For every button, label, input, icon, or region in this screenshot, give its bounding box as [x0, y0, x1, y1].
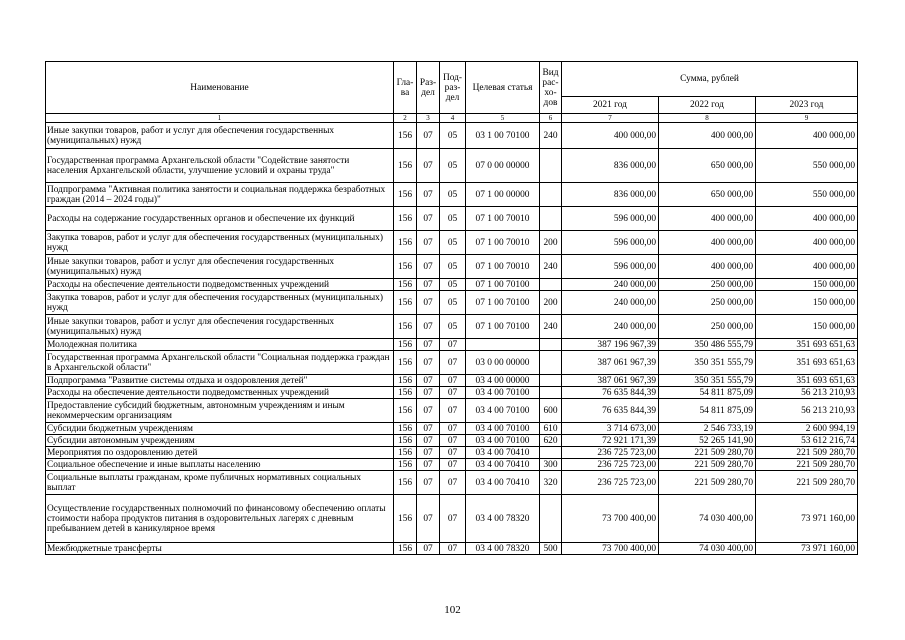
cell-subsection: 05	[440, 149, 466, 183]
cell-2023: 400 000,00	[756, 255, 858, 279]
cell-2021: 236 725 723,00	[562, 459, 659, 471]
cell-subsection: 05	[440, 123, 466, 149]
table-row	[46, 351, 858, 375]
table-row	[46, 231, 858, 255]
cell-2022: 650 000,00	[659, 149, 756, 183]
cell-chapter: 156	[394, 435, 417, 447]
cell-section: 07	[417, 207, 440, 231]
cell-expense-type	[540, 207, 562, 231]
cell-name: Социальное обеспечение и иные выплаты населению	[46, 459, 394, 471]
cell-name: Подпрограмма "Активная политика занятости и социальная поддержка безработных граждан (2014 – 2024 годы)"	[46, 183, 394, 207]
header-chapter: Гла-ва	[394, 62, 417, 114]
cell-2021: 76 635 844,39	[562, 387, 659, 399]
cell-chapter: 156	[394, 471, 417, 495]
cell-2022: 221 509 280,70	[659, 471, 756, 495]
cell-2021: 596 000,00	[562, 255, 659, 279]
cell-expense-type	[540, 387, 562, 399]
cell-section: 07	[417, 495, 440, 543]
cell-expense-type	[540, 495, 562, 543]
cell-2021: 73 700 400,00	[562, 495, 659, 543]
cell-section: 07	[417, 399, 440, 423]
cell-target: 03 1 00 70100	[466, 123, 540, 149]
cell-subsection: 05	[440, 255, 466, 279]
cell-target: 03 0 00 00000	[466, 351, 540, 375]
cell-2022: 54 811 875,09	[659, 399, 756, 423]
cell-2021: 76 635 844,39	[562, 399, 659, 423]
cell-chapter: 156	[394, 447, 417, 459]
cell-2022: 400 000,00	[659, 231, 756, 255]
cell-target: 07 0 00 00000	[466, 149, 540, 183]
table-row	[46, 387, 858, 399]
cell-chapter: 156	[394, 291, 417, 315]
table-row	[46, 255, 858, 279]
cell-expense-type: 610	[540, 423, 562, 435]
table-row	[46, 207, 858, 231]
cell-name: Расходы на обеспечение деятельности подведомственных учреждений	[46, 387, 394, 399]
cell-name: Закупка товаров, работ и услуг для обеспечения государственных (муниципальных) нужд	[46, 291, 394, 315]
cell-target: 03 4 00 78320	[466, 543, 540, 555]
cell-section: 07	[417, 149, 440, 183]
cell-chapter: 156	[394, 459, 417, 471]
cell-target: 03 4 00 70100	[466, 423, 540, 435]
cell-expense-type: 200	[540, 231, 562, 255]
cell-2023: 53 612 216,74	[756, 435, 858, 447]
cell-2023: 351 693 651,63	[756, 351, 858, 375]
cell-2023: 400 000,00	[756, 123, 858, 149]
column-number: 7	[562, 114, 659, 123]
cell-name: Закупка товаров, работ и услуг для обеспечения государственных (муниципальных) нужд	[46, 231, 394, 255]
budget-table	[45, 61, 858, 555]
cell-subsection: 07	[440, 471, 466, 495]
column-number: 1	[46, 114, 394, 123]
cell-2021: 236 725 723,00	[562, 471, 659, 495]
cell-2023: 550 000,00	[756, 183, 858, 207]
cell-expense-type	[540, 149, 562, 183]
header-subsection: Под-раз-дел	[440, 62, 466, 114]
cell-2022: 54 811 875,09	[659, 387, 756, 399]
cell-section: 07	[417, 255, 440, 279]
cell-2023: 221 509 280,70	[756, 459, 858, 471]
cell-2022: 250 000,00	[659, 279, 756, 291]
cell-section: 07	[417, 123, 440, 149]
cell-2023: 351 693 651,63	[756, 375, 858, 387]
cell-target: 07 1 00 70010	[466, 231, 540, 255]
table-row	[46, 471, 858, 495]
cell-target	[466, 339, 540, 351]
cell-2022: 250 000,00	[659, 315, 756, 339]
header-name: Наименование	[46, 62, 394, 114]
cell-subsection: 07	[440, 351, 466, 375]
table-row	[46, 279, 858, 291]
cell-expense-type: 240	[540, 255, 562, 279]
header-target: Целевая статья	[466, 62, 540, 114]
cell-section: 07	[417, 231, 440, 255]
table-row	[46, 459, 858, 471]
cell-name: Предоставление субсидий бюджетным, автономным учреждениям и иным некоммерческим организациям	[46, 399, 394, 423]
cell-2021: 387 196 967,39	[562, 339, 659, 351]
cell-chapter: 156	[394, 375, 417, 387]
cell-2022: 400 000,00	[659, 207, 756, 231]
cell-2023: 150 000,00	[756, 279, 858, 291]
cell-section: 07	[417, 279, 440, 291]
cell-2021: 236 725 723,00	[562, 447, 659, 459]
header-section: Раз-дел	[417, 62, 440, 114]
cell-name: Государственная программа Архангельской области "Социальная поддержка граждан в Архангельской области"	[46, 351, 394, 375]
table-row	[46, 315, 858, 339]
cell-2021: 3 714 673,00	[562, 423, 659, 435]
cell-expense-type: 620	[540, 435, 562, 447]
cell-name: Межбюджетные трансферты	[46, 543, 394, 555]
cell-name: Иные закупки товаров, работ и услуг для обеспечения государственных (муниципальных) нужд	[46, 315, 394, 339]
cell-target: 07 1 00 70100	[466, 291, 540, 315]
cell-chapter: 156	[394, 255, 417, 279]
cell-2021: 72 921 171,39	[562, 435, 659, 447]
cell-expense-type	[540, 279, 562, 291]
cell-chapter: 156	[394, 399, 417, 423]
cell-name: Мероприятия по оздоровлению детей	[46, 447, 394, 459]
cell-expense-type: 500	[540, 543, 562, 555]
cell-2022: 400 000,00	[659, 255, 756, 279]
cell-chapter: 156	[394, 495, 417, 543]
cell-2022: 350 486 555,79	[659, 339, 756, 351]
cell-section: 07	[417, 447, 440, 459]
cell-subsection: 07	[440, 447, 466, 459]
table-row	[46, 435, 858, 447]
cell-chapter: 156	[394, 543, 417, 555]
cell-2021: 73 700 400,00	[562, 543, 659, 555]
cell-subsection: 07	[440, 459, 466, 471]
cell-expense-type: 240	[540, 315, 562, 339]
cell-2023: 73 971 160,00	[756, 543, 858, 555]
cell-subsection: 07	[440, 375, 466, 387]
cell-2022: 250 000,00	[659, 291, 756, 315]
cell-2023: 56 213 210,93	[756, 399, 858, 423]
cell-2023: 221 509 280,70	[756, 447, 858, 459]
cell-expense-type: 200	[540, 291, 562, 315]
cell-2023: 73 971 160,00	[756, 495, 858, 543]
cell-2023: 550 000,00	[756, 149, 858, 183]
cell-section: 07	[417, 471, 440, 495]
cell-2022: 74 030 400,00	[659, 543, 756, 555]
cell-target: 07 1 00 00000	[466, 183, 540, 207]
cell-2023: 400 000,00	[756, 207, 858, 231]
cell-subsection: 05	[440, 315, 466, 339]
cell-target: 07 1 00 70010	[466, 207, 540, 231]
header-expense-type: Вид рас-хо-дов	[540, 62, 562, 114]
cell-subsection: 05	[440, 279, 466, 291]
cell-2021: 387 061 967,39	[562, 351, 659, 375]
cell-section: 07	[417, 351, 440, 375]
cell-subsection: 05	[440, 291, 466, 315]
cell-target: 03 4 00 70410	[466, 459, 540, 471]
cell-2021: 596 000,00	[562, 207, 659, 231]
cell-subsection: 07	[440, 435, 466, 447]
cell-2023: 400 000,00	[756, 231, 858, 255]
cell-chapter: 156	[394, 351, 417, 375]
cell-name: Расходы на содержание государственных органов и обеспечение их функций	[46, 207, 394, 231]
table-row	[46, 183, 858, 207]
cell-2021: 836 000,00	[562, 183, 659, 207]
cell-chapter: 156	[394, 207, 417, 231]
cell-2022: 221 509 280,70	[659, 459, 756, 471]
cell-2023: 56 213 210,93	[756, 387, 858, 399]
column-number-row	[46, 114, 858, 123]
cell-name: Иные закупки товаров, работ и услуг для обеспечения государственных (муниципальных) нужд	[46, 123, 394, 149]
cell-chapter: 156	[394, 123, 417, 149]
cell-subsection: 05	[440, 207, 466, 231]
cell-expense-type	[540, 447, 562, 459]
cell-section: 07	[417, 387, 440, 399]
cell-chapter: 156	[394, 231, 417, 255]
cell-2021: 240 000,00	[562, 315, 659, 339]
cell-target: 07 1 00 70100	[466, 315, 540, 339]
column-number: 9	[756, 114, 858, 123]
cell-2023: 351 693 651,63	[756, 339, 858, 351]
cell-chapter: 156	[394, 279, 417, 291]
cell-section: 07	[417, 459, 440, 471]
cell-expense-type: 600	[540, 399, 562, 423]
cell-expense-type: 240	[540, 123, 562, 149]
cell-target: 03 4 00 70410	[466, 447, 540, 459]
cell-subsection: 07	[440, 399, 466, 423]
column-number: 5	[466, 114, 540, 123]
table-row	[46, 291, 858, 315]
cell-subsection: 07	[440, 339, 466, 351]
cell-2022: 221 509 280,70	[659, 447, 756, 459]
cell-2023: 221 509 280,70	[756, 471, 858, 495]
table-row	[46, 339, 858, 351]
cell-target: 03 4 00 70410	[466, 471, 540, 495]
cell-2023: 2 600 994,19	[756, 423, 858, 435]
table-body	[46, 123, 858, 555]
cell-name: Подпрограмма "Развитие системы отдыха и оздоровления детей"	[46, 375, 394, 387]
cell-expense-type	[540, 375, 562, 387]
cell-2022: 74 030 400,00	[659, 495, 756, 543]
table-row	[46, 375, 858, 387]
table-row	[46, 543, 858, 555]
column-number: 3	[417, 114, 440, 123]
cell-expense-type	[540, 351, 562, 375]
cell-section: 07	[417, 435, 440, 447]
column-number: 2	[394, 114, 417, 123]
cell-section: 07	[417, 375, 440, 387]
cell-section: 07	[417, 291, 440, 315]
cell-name: Субсидии автономным учреждениям	[46, 435, 394, 447]
cell-2021: 400 000,00	[562, 123, 659, 149]
cell-chapter: 156	[394, 149, 417, 183]
cell-subsection: 05	[440, 231, 466, 255]
table-row	[46, 447, 858, 459]
cell-section: 07	[417, 543, 440, 555]
cell-name: Государственная программа Архангельской области "Содействие занятости населения Архангельской области, улучшение условий и охраны труда"	[46, 149, 394, 183]
cell-subsection: 07	[440, 495, 466, 543]
cell-target: 03 4 00 70100	[466, 399, 540, 423]
cell-section: 07	[417, 183, 440, 207]
cell-chapter: 156	[394, 423, 417, 435]
cell-subsection: 07	[440, 423, 466, 435]
cell-subsection: 07	[440, 387, 466, 399]
cell-subsection: 05	[440, 183, 466, 207]
cell-2021: 596 000,00	[562, 231, 659, 255]
table-row	[46, 123, 858, 149]
cell-section: 07	[417, 423, 440, 435]
cell-name: Расходы на обеспечение деятельности подведомственных учреждений	[46, 279, 394, 291]
page-number: 102	[444, 604, 461, 616]
cell-target: 03 4 00 70100	[466, 435, 540, 447]
header-year-2022: 2022 год	[659, 97, 756, 114]
column-number: 8	[659, 114, 756, 123]
table-row	[46, 399, 858, 423]
cell-chapter: 156	[394, 315, 417, 339]
table-row	[46, 149, 858, 183]
cell-2022: 350 351 555,79	[659, 375, 756, 387]
cell-name: Осуществление государственных полномочий по финансовому обеспечению оплаты стоимости набора продуктов питания в оздоровительных лагерях с дневным пребыванием детей в каникулярное время	[46, 495, 394, 543]
cell-chapter: 156	[394, 183, 417, 207]
cell-2023: 150 000,00	[756, 315, 858, 339]
cell-2022: 350 351 555,79	[659, 351, 756, 375]
cell-target: 03 4 00 70100	[466, 387, 540, 399]
cell-section: 07	[417, 339, 440, 351]
header-year-2023: 2023 год	[756, 97, 858, 114]
cell-name: Иные закупки товаров, работ и услуг для обеспечения государственных (муниципальных) нужд	[46, 255, 394, 279]
table-row	[46, 495, 858, 543]
cell-expense-type: 300	[540, 459, 562, 471]
cell-2022: 52 265 141,90	[659, 435, 756, 447]
cell-2021: 240 000,00	[562, 279, 659, 291]
cell-expense-type	[540, 339, 562, 351]
header-sum: Сумма, рублей	[562, 62, 858, 97]
cell-expense-type: 320	[540, 471, 562, 495]
cell-2021: 240 000,00	[562, 291, 659, 315]
cell-name: Социальные выплаты гражданам, кроме публичных нормативных социальных выплат	[46, 471, 394, 495]
cell-2021: 387 061 967,39	[562, 375, 659, 387]
cell-name: Молодежная политика	[46, 339, 394, 351]
cell-2022: 2 546 733,19	[659, 423, 756, 435]
cell-chapter: 156	[394, 387, 417, 399]
cell-target: 03 4 00 78320	[466, 495, 540, 543]
cell-target: 07 1 00 70100	[466, 279, 540, 291]
cell-2022: 650 000,00	[659, 183, 756, 207]
cell-2023: 150 000,00	[756, 291, 858, 315]
header-year-2021: 2021 год	[562, 97, 659, 114]
cell-expense-type	[540, 183, 562, 207]
cell-2021: 836 000,00	[562, 149, 659, 183]
table-row	[46, 423, 858, 435]
column-number: 6	[540, 114, 562, 123]
column-number: 4	[440, 114, 466, 123]
cell-subsection: 07	[440, 543, 466, 555]
cell-name: Субсидии бюджетным учреждениям	[46, 423, 394, 435]
cell-target: 03 4 00 00000	[466, 375, 540, 387]
cell-chapter: 156	[394, 339, 417, 351]
cell-2022: 400 000,00	[659, 123, 756, 149]
cell-section: 07	[417, 315, 440, 339]
cell-target: 07 1 00 70010	[466, 255, 540, 279]
